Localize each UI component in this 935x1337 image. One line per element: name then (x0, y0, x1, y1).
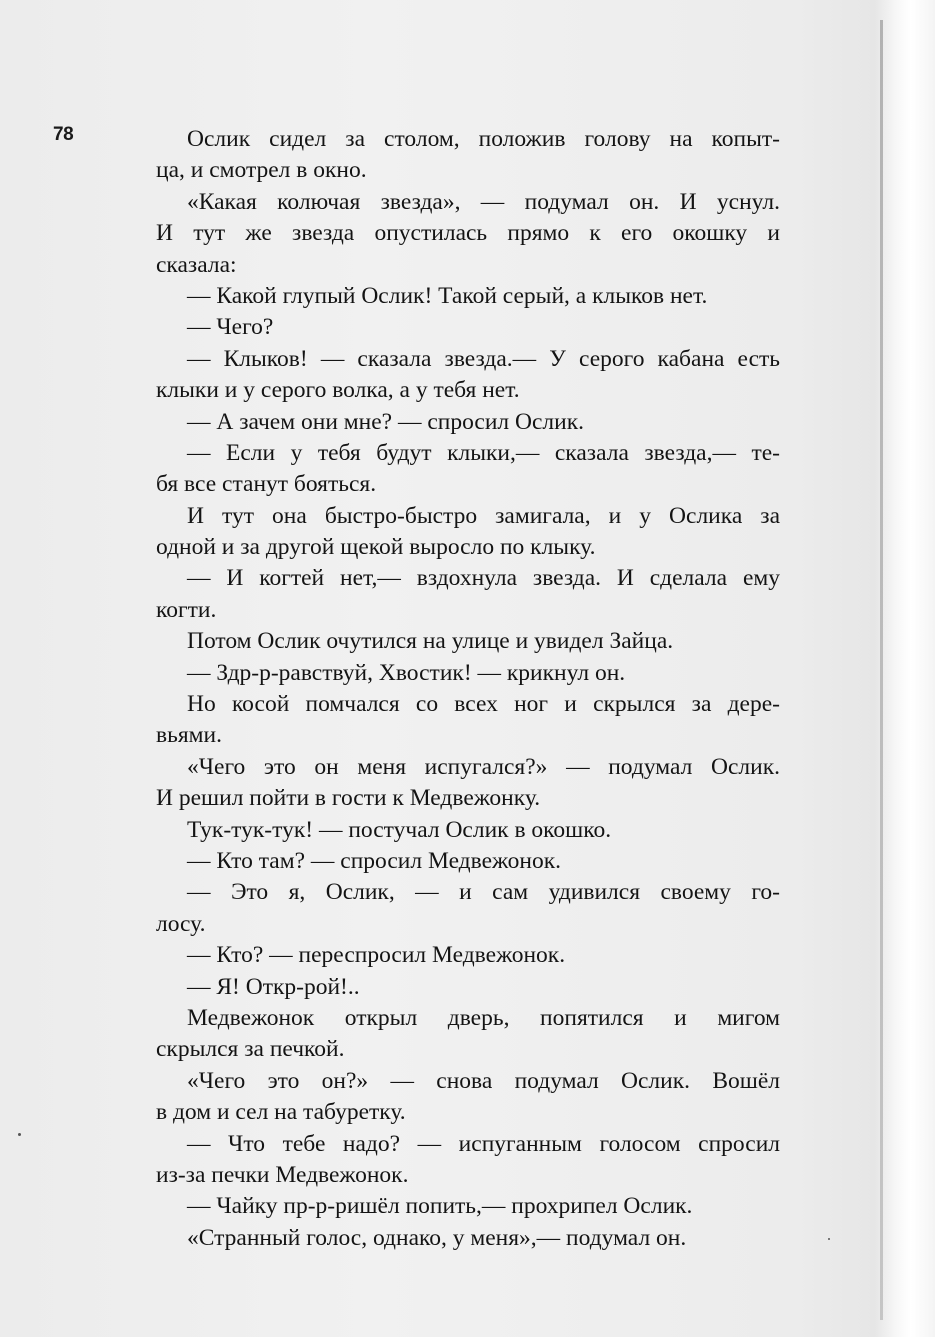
text-line: — Чайку пр-р-ришёл попить,— прохрипел Ослик. (187, 1193, 693, 1220)
text-line: — Какой глупый Ослик! Такой серый, а клыков нет. (187, 282, 708, 309)
text-line: в дом и сел на табуретку. (156, 1099, 406, 1126)
text-line: — Что тебе надо? — испуганным голосом спросил (187, 1130, 780, 1157)
text-line: ца, и смотрел в окно. (156, 157, 367, 184)
text-line: — Чего? (187, 314, 274, 341)
story-text (156, 124, 780, 1254)
text-line: Но косой помчался со всех ног и скрылся за дере- (187, 691, 780, 718)
text-line: — Здр-р-равствуй, Хвостик! — крикнул он. (187, 659, 626, 686)
text-line: И решил пойти в гости к Медвежонку. (156, 785, 541, 812)
text-line: — Клыков! — сказала звезда.— У серого кабана есть (187, 345, 780, 372)
text-line: «Странный голос, однако, у меня»,— подумал он. (187, 1224, 687, 1251)
text-line: «Чего это он?» — снова подумал Ослик. Вошёл (187, 1067, 780, 1094)
text-line: И тут она быстро-быстро замигала, и у Ослика за (187, 502, 780, 529)
text-line: скрылся за печкой. (156, 1036, 345, 1063)
text-line: — Кто там? — спросил Медвежонок. (187, 847, 562, 874)
text-line: Тук-тук-тук! — постучал Ослик в окошко. (187, 816, 612, 843)
text-line: — Кто? — переспросил Медвежонок. (187, 942, 566, 969)
binding-shadow-line (880, 20, 883, 1320)
text-line: вьями. (156, 722, 222, 749)
text-line: «Чего это он меня испугался?» — подумал Ослик. (187, 753, 780, 780)
text-line: Ослик сидел за столом, положив голову на копыт- (187, 126, 780, 152)
text-line: клыки и у серого волка, а у тебя нет. (156, 377, 520, 404)
text-line: одной и за другой щекой выросло по клыку. (156, 534, 596, 561)
text-line: — Это я, Ослик, — и сам удивился своему го- (187, 879, 780, 906)
text-line: сказала: (156, 251, 237, 278)
text-line: И тут же звезда опустилась прямо к его окошку и (156, 220, 780, 247)
page-binding-edge (875, 0, 935, 1337)
text-line: из-за печки Медвежонок. (156, 1161, 409, 1188)
scan-speck (828, 1238, 830, 1240)
text-line: Потом Ослик очутился на улице и увидел Зайца. (187, 628, 674, 655)
text-line: бя все станут бояться. (156, 471, 377, 498)
page-number: 78 (53, 124, 74, 145)
scan-speck (18, 1133, 21, 1136)
text-line: — Если у тебя будут клыки,— сказала звезда,— те- (187, 439, 780, 466)
text-line: «Какая колючая звезда», — подумал он. И уснул. (187, 188, 780, 215)
text-line: — А зачем они мне? — спросил Ослик. (187, 408, 585, 435)
text-line: когти. (156, 596, 217, 623)
text-line: Медвежонок открыл дверь, попятился и мигом (187, 1004, 780, 1031)
text-line: лосу. (156, 910, 206, 937)
text-line: — Я! Откр-рой!.. (187, 973, 360, 1000)
text-line: — И когтей нет,— вздохнула звезда. И сделала ему (187, 565, 780, 592)
